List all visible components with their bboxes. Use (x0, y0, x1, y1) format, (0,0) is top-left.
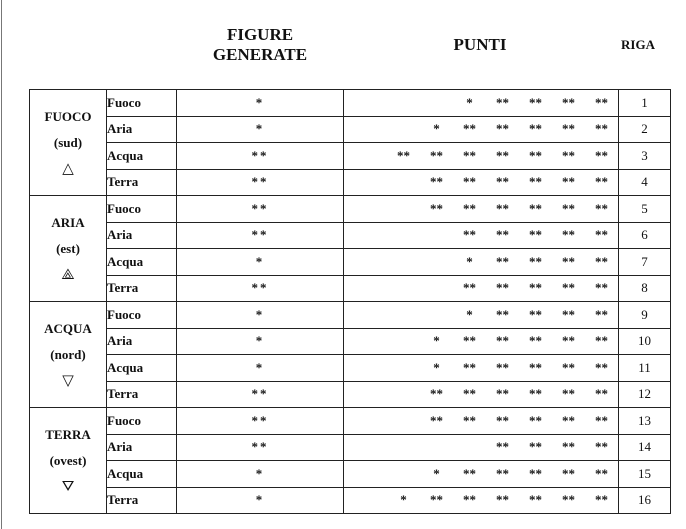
row-number: 9 (619, 302, 671, 329)
points-cell (344, 222, 619, 249)
point-group: ** (529, 412, 542, 428)
sub-element-label: Aria (107, 116, 177, 143)
points-cell (344, 275, 619, 302)
row-number: 2 (619, 116, 671, 143)
point-group: ** (529, 359, 542, 375)
sub-element-label: Acqua (107, 249, 177, 276)
points-cell (344, 355, 619, 382)
element-direction: (est) (56, 240, 80, 256)
points-cell (344, 328, 619, 355)
sub-element-label: Acqua (107, 355, 177, 382)
point-group: ** (496, 121, 509, 137)
element-direction: (sud) (53, 134, 83, 150)
sub-element-label: Aria (107, 222, 177, 249)
table-row (30, 355, 671, 382)
point-group: ** (562, 94, 575, 110)
generated-figure-cell: ** (177, 169, 344, 196)
row-number: 11 (619, 355, 671, 382)
point-group: ** (496, 412, 509, 428)
row-number: 4 (619, 169, 671, 196)
point-group: ** (463, 121, 476, 137)
point-group: ** (595, 174, 608, 190)
sub-element-label: Fuoco (107, 302, 177, 329)
point-group: ** (595, 280, 608, 296)
point-group: ** (496, 174, 509, 190)
point-group: ** (496, 227, 509, 243)
row-number: 10 (619, 328, 671, 355)
punti-header: PUNTI (453, 35, 507, 54)
point-group: ** (430, 412, 443, 428)
sub-element-label: Terra (107, 381, 177, 408)
generated-figure-cell: * (177, 487, 344, 514)
point-group: ** (562, 200, 575, 216)
point-group: ** (529, 147, 542, 163)
row-number: 7 (619, 249, 671, 276)
point-group: ** (430, 200, 443, 216)
element-symbol-icon: △ (62, 160, 74, 177)
point-group: * (400, 492, 407, 508)
point-group: ** (463, 227, 476, 243)
table-row (30, 196, 671, 223)
point-group: ** (562, 492, 575, 508)
sub-element-label: Acqua (107, 143, 177, 170)
element-group-name: ACQUA (44, 320, 92, 336)
generated-figure-cell: * (177, 90, 344, 117)
point-group: * (433, 121, 440, 137)
point-group: ** (463, 492, 476, 508)
point-group: ** (463, 174, 476, 190)
generated-figure-cell: ** (177, 222, 344, 249)
generated-figure-cell: * (177, 249, 344, 276)
table-row (30, 302, 671, 329)
point-group: ** (595, 227, 608, 243)
row-number: 1 (619, 90, 671, 117)
point-group: ** (430, 386, 443, 402)
generated-figure-cell: ** (177, 275, 344, 302)
figure-header-line1: FIGURE (226, 25, 294, 44)
point-group: ** (496, 253, 509, 269)
sub-element-label: Aria (107, 434, 177, 461)
element-symbol-icon: ⛛ (61, 478, 75, 495)
point-group: ** (562, 306, 575, 322)
figure-header-line2: GENERATE (212, 45, 308, 64)
point-group: ** (595, 121, 608, 137)
point-group: ** (463, 359, 476, 375)
point-group: ** (529, 306, 542, 322)
row-number: 16 (619, 487, 671, 514)
point-group: * (466, 253, 473, 269)
generated-figure-cell: * (177, 302, 344, 329)
point-group: ** (562, 333, 575, 349)
point-group: ** (496, 200, 509, 216)
point-group: ** (397, 147, 410, 163)
point-group: ** (529, 121, 542, 137)
element-direction: (nord) (50, 346, 86, 362)
generated-figure-cell: * (177, 461, 344, 488)
row-number: 8 (619, 275, 671, 302)
point-group: ** (496, 492, 509, 508)
point-group: ** (529, 333, 542, 349)
point-group: ** (430, 147, 443, 163)
generated-figure-cell: * (177, 355, 344, 382)
element-group-cell (30, 196, 107, 302)
point-group: ** (463, 147, 476, 163)
table-row (30, 461, 671, 488)
point-group: ** (529, 227, 542, 243)
table-body (30, 90, 671, 514)
element-group-name: FUOCO (44, 108, 92, 124)
table-row (30, 487, 671, 514)
points-cell (344, 249, 619, 276)
element-group-name: TERRA (45, 426, 91, 442)
sub-element-label: Terra (107, 275, 177, 302)
table-row (30, 434, 671, 461)
point-group: ** (463, 412, 476, 428)
point-group: ** (595, 306, 608, 322)
table-row (30, 328, 671, 355)
point-group: ** (529, 253, 542, 269)
row-number: 15 (619, 461, 671, 488)
figure-generate-header (190, 26, 330, 66)
point-group: ** (496, 333, 509, 349)
point-group: ** (496, 359, 509, 375)
element-group-cell (30, 90, 107, 196)
point-group: ** (496, 439, 509, 455)
row-number: 3 (619, 143, 671, 170)
table-row (30, 169, 671, 196)
row-number: 12 (619, 381, 671, 408)
points-cell (344, 381, 619, 408)
point-group: ** (562, 227, 575, 243)
point-group: ** (595, 253, 608, 269)
point-group: * (466, 94, 473, 110)
table-row (30, 143, 671, 170)
point-group: ** (562, 439, 575, 455)
points-cell (344, 461, 619, 488)
table-row (30, 249, 671, 276)
generated-figure-cell: * (177, 328, 344, 355)
point-group: ** (463, 333, 476, 349)
element-group-name: ARIA (51, 214, 85, 230)
point-group: ** (562, 412, 575, 428)
row-number: 6 (619, 222, 671, 249)
point-group: ** (595, 386, 608, 402)
riga-header: RIGA (621, 37, 655, 52)
point-group: ** (529, 465, 542, 481)
point-group: * (433, 359, 440, 375)
point-group: ** (496, 465, 509, 481)
sub-element-label: Fuoco (107, 408, 177, 435)
point-group: ** (430, 174, 443, 190)
sub-element-label: Aria (107, 328, 177, 355)
point-group: ** (562, 280, 575, 296)
point-group: ** (496, 280, 509, 296)
sub-element-label: Acqua (107, 461, 177, 488)
point-group: ** (529, 94, 542, 110)
point-group: ** (463, 386, 476, 402)
scan-edge-line (1, 0, 2, 529)
point-group: * (466, 306, 473, 322)
point-group: ** (562, 147, 575, 163)
element-direction: (ovest) (49, 452, 87, 468)
point-group: ** (529, 492, 542, 508)
sub-element-label: Terra (107, 487, 177, 514)
sub-element-label: Fuoco (107, 90, 177, 117)
generated-figure-cell: ** (177, 143, 344, 170)
point-group: ** (595, 333, 608, 349)
generated-figure-cell: ** (177, 196, 344, 223)
table-row (30, 116, 671, 143)
row-number: 14 (619, 434, 671, 461)
table-row (30, 275, 671, 302)
point-group: ** (562, 465, 575, 481)
point-group: ** (562, 359, 575, 375)
row-number: 13 (619, 408, 671, 435)
point-group: ** (463, 200, 476, 216)
points-cell (344, 408, 619, 435)
element-group-cell (30, 408, 107, 514)
point-group: ** (529, 280, 542, 296)
sub-element-label: Fuoco (107, 196, 177, 223)
table-row (30, 90, 671, 117)
table-row (30, 408, 671, 435)
point-group: ** (529, 174, 542, 190)
points-cell (344, 169, 619, 196)
point-group: ** (496, 386, 509, 402)
point-group: ** (463, 465, 476, 481)
points-cell (344, 302, 619, 329)
point-group: ** (529, 200, 542, 216)
point-group: ** (430, 492, 443, 508)
point-group: ** (562, 121, 575, 137)
point-group: ** (595, 465, 608, 481)
generated-figure-cell: ** (177, 434, 344, 461)
point-group: ** (562, 174, 575, 190)
point-group: ** (496, 94, 509, 110)
point-group: ** (463, 280, 476, 296)
generated-figure-cell: * (177, 116, 344, 143)
element-group-cell (30, 302, 107, 408)
sub-element-label: Terra (107, 169, 177, 196)
point-group: ** (595, 200, 608, 216)
table-row (30, 381, 671, 408)
points-cell (344, 143, 619, 170)
point-group: * (433, 333, 440, 349)
points-cell (344, 434, 619, 461)
generated-figure-cell: ** (177, 381, 344, 408)
elements-table (29, 89, 671, 514)
points-cell (344, 90, 619, 117)
point-group: ** (562, 253, 575, 269)
element-symbol-icon: ⟁ (61, 266, 75, 283)
point-group: ** (595, 359, 608, 375)
point-group: ** (595, 147, 608, 163)
points-cell (344, 487, 619, 514)
point-group: ** (595, 412, 608, 428)
point-group: ** (496, 147, 509, 163)
point-group: ** (529, 439, 542, 455)
element-symbol-icon: ▽ (62, 372, 74, 389)
point-group: ** (595, 439, 608, 455)
point-group: * (433, 465, 440, 481)
generated-figure-cell: ** (177, 408, 344, 435)
row-number: 5 (619, 196, 671, 223)
point-group: ** (529, 386, 542, 402)
table-row (30, 222, 671, 249)
point-group: ** (496, 306, 509, 322)
point-group: ** (595, 492, 608, 508)
point-group: ** (595, 94, 608, 110)
points-cell (344, 116, 619, 143)
points-cell (344, 196, 619, 223)
point-group: ** (562, 386, 575, 402)
